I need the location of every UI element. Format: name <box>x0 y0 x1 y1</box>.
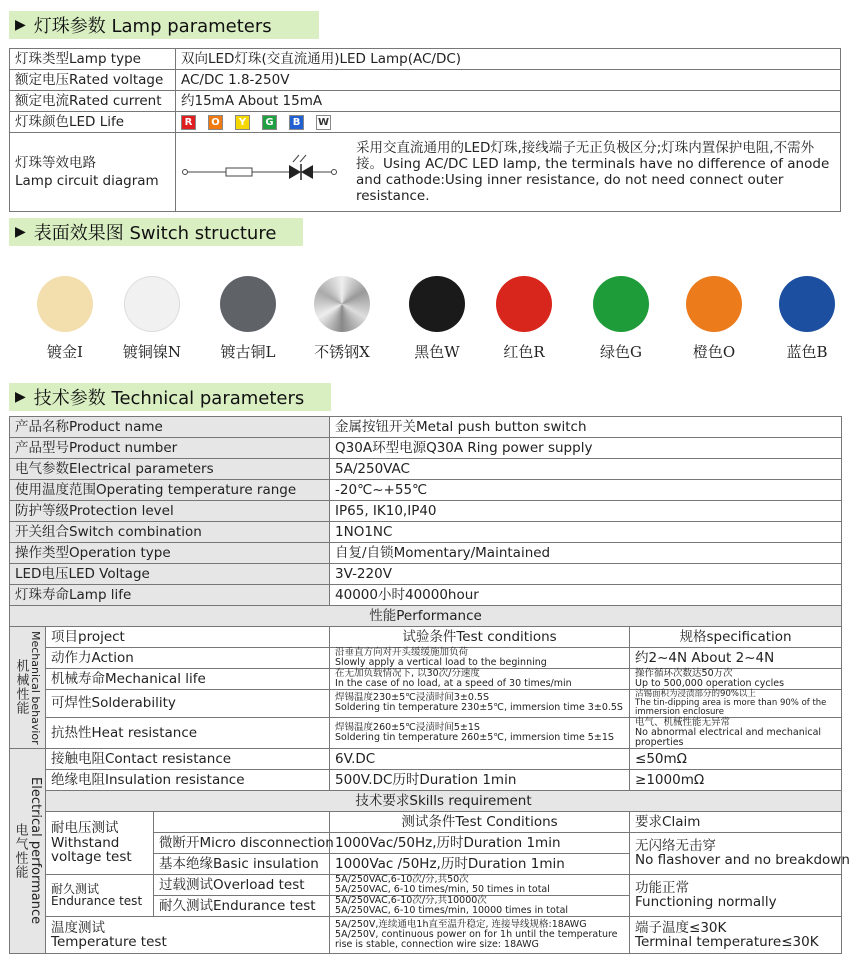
skills-title: 技术要求Skills requirement <box>46 790 842 811</box>
tech-value: 自复/自锁Momentary/Maintained <box>330 543 842 564</box>
mech-spec <box>630 690 842 718</box>
endurance-label-en: Endurance test <box>51 894 143 909</box>
finish-circle-bronze <box>220 276 276 332</box>
finish-label: 不锈钢X <box>314 343 370 361</box>
triangle-right-icon: ▶ <box>15 389 26 405</box>
led-circuit-icon <box>181 150 341 190</box>
finish-label: 蓝色B <box>786 343 828 361</box>
withstand-claim-cn: 无闪络无击穿 <box>635 838 717 854</box>
perf-head-spec: 规格specification <box>630 627 842 648</box>
elec-item: 绝缘电阻Insulation resistance <box>46 769 330 790</box>
mechanical-group-label <box>10 627 46 749</box>
mech-item: 动作力Action <box>46 648 330 669</box>
rated-voltage-value: AC/DC 1.8-250V <box>176 70 841 91</box>
finish-circle-gold <box>37 276 93 332</box>
color-swatch-o: O <box>208 115 223 130</box>
elec-cond: 6V.DC <box>330 748 630 769</box>
endurance-claim-cn: 功能正常 <box>635 880 690 896</box>
tech-label: 开关组合Switch combination <box>10 522 330 543</box>
finish-label: 镀铜镍N <box>122 343 182 361</box>
tech-value: 40000小时40000hour <box>330 585 842 606</box>
finish-label: 镀古铜L <box>220 343 276 361</box>
tech-value: 5A/250VAC <box>330 459 842 480</box>
tech-label: LED电压LED Voltage <box>10 564 330 585</box>
circuit-note: 采用交直流通用的LED灯珠,接线端子无正负极区分;灯珠内置保护电阻,不需外接。Using AC/DC LED lamp, the terminals have no difference of anode and cathode:Using inner resistance, do not need connect outer resistance. <box>346 133 841 212</box>
mech-spec: 约2~4N About 2~4N <box>630 648 842 669</box>
withstand-cond: 1000Vac/50Hz,历时Duration 1min <box>330 832 630 853</box>
tech-table <box>9 416 850 954</box>
elec-item: 接触电阻Contact resistance <box>46 748 330 769</box>
withstand-label-en1: Withstand <box>51 834 120 851</box>
mech-cond-cn: 沿垂直方向对开头缓缓施加负荷 <box>335 647 469 659</box>
elec-cond: 500V.DC历时Duration 1min <box>330 769 630 790</box>
electrical-label-en: Electrical performance <box>28 777 44 925</box>
mechanical-label-cn: 机械性能 <box>13 659 29 716</box>
lamp-table <box>9 48 841 212</box>
mech-item: 抗热性Heat resistance <box>46 717 330 748</box>
endurance-cond <box>330 874 630 895</box>
mech-cond-cn: 焊锡温度260±5℃浸渍时间5±1S <box>335 721 480 733</box>
temp-label-cn: 温度测试 <box>51 919 105 936</box>
mech-item: 可焊性Solderability <box>46 690 330 718</box>
led-color-label: 灯珠颜色LED Life <box>10 112 176 133</box>
finish-label: 黑色W <box>414 343 460 361</box>
rated-voltage-label: 额定电压Rated voltage <box>10 70 176 91</box>
switch-section-title <box>9 218 303 246</box>
elec-spec: ≤50mΩ <box>630 748 842 769</box>
temp-cond-cn: 5A/250V,连续通电1h直至温升稳定, 连接导线规格:18AWG <box>335 918 587 930</box>
withstand-sub: 微断开Micro disconnection <box>154 832 330 853</box>
finish-circle-red <box>496 276 552 332</box>
finish-circle-green <box>593 276 649 332</box>
triangle-right-icon: ▶ <box>15 17 26 33</box>
tech-value: IP65, IK10,IP40 <box>330 501 842 522</box>
mech-spec-cn: 操作循环次数达50万次 <box>635 668 733 680</box>
temp-claim-cn: 端子温度≤30K <box>635 919 727 936</box>
finish-circle-orange <box>686 276 742 332</box>
mechanical-label-en: Mechanical behavior <box>29 630 43 745</box>
lamp-section-title-text: 灯珠参数 Lamp parameters <box>33 16 272 37</box>
mech-cond-en: Soldering tin temperature 260±5℃, immersion time 5±1S <box>335 731 614 743</box>
mech-cond-en: Soldering tin temperature 230±5℃, immersion time 3±0.5S <box>335 702 623 714</box>
tech-value: -20℃~+55℃ <box>330 480 842 501</box>
lamp-section-title <box>9 11 319 39</box>
temp-label-en: Temperature test <box>51 933 167 950</box>
finish-label: 橙色O <box>692 343 736 361</box>
withstand-cond: 1000Vac /50Hz,历时Duration 1min <box>330 853 630 874</box>
endurance-sub: 耐久测试Endurance test <box>154 895 330 916</box>
temp-claim-en: Terminal temperature≤30K <box>635 933 819 950</box>
mech-spec-cn: 沾锡面积为浸渍部分的90%以上 <box>635 689 756 699</box>
color-swatch-w: W <box>317 116 330 128</box>
endurance-cond-cn: 5A/250VAC,6-10次/分,共50次 <box>335 873 469 885</box>
tech-label: 使用温度范围Operating temperature range <box>10 480 330 501</box>
electrical-label-cn: 电气性能 <box>12 822 28 879</box>
withstand-label-en2: voltage test <box>51 848 132 865</box>
endurance-cond <box>330 895 630 916</box>
skills-head-claim: 要求Claim <box>630 811 842 832</box>
mech-cond-en: In the case of no load, at a speed of 30 times/min <box>335 678 572 689</box>
tech-section-title-text: 技术参数 Technical parameters <box>33 388 305 409</box>
switch-section-title-text: 表面效果图 Switch structure <box>33 223 277 244</box>
rated-current-label: 额定电流Rated current <box>10 91 176 112</box>
finish-label: 镀金I <box>47 343 83 361</box>
tech-label: 防护等级Protection level <box>10 501 330 522</box>
mech-spec <box>630 717 842 748</box>
temp-claim <box>630 916 842 953</box>
withstand-claim <box>630 832 850 874</box>
finish-circle-nickel <box>124 276 180 332</box>
skills-head-blank <box>154 811 330 832</box>
tech-label: 灯珠寿命Lamp life <box>10 585 330 606</box>
finish-circle-steel <box>314 276 370 332</box>
circuit-diagram <box>176 133 347 212</box>
mech-spec-en: Up to 500,000 operation cycles <box>635 678 785 689</box>
finish-label: 绿色G <box>600 343 642 361</box>
mech-spec-en: The tin-dipping area is more than 90% of the immersion enclosure <box>635 697 827 717</box>
temp-cond-en: 5A/250V, continuous power on for 1h until the temperature rise is stable, connection wire size: 18AWG <box>335 928 618 950</box>
endurance-label-cn: 耐久测试 <box>51 881 100 896</box>
triangle-right-icon: ▶ <box>15 224 26 240</box>
color-swatch-r: R <box>181 115 196 130</box>
tech-label: 电气参数Electrical parameters <box>10 459 330 480</box>
temp-label <box>46 916 330 953</box>
tech-value: Q30A环型电源Q30A Ring power supply <box>330 438 842 459</box>
withstand-label-cn: 耐电压测试 <box>51 820 119 837</box>
tech-label: 操作类型Operation type <box>10 543 330 564</box>
mech-cond <box>330 648 630 669</box>
perf-head-item: 项目project <box>46 627 330 648</box>
circuit-label-cn: 灯珠等效电路 <box>15 154 96 171</box>
endurance-claim-en: Functioning normally <box>635 894 777 911</box>
performance-title: 性能Performance <box>10 606 842 627</box>
tech-section-title <box>9 383 331 411</box>
mech-cond-cn: 在无加负载情况下, 以30次/分速度 <box>335 668 480 680</box>
color-swatch-b: B <box>289 115 304 130</box>
tech-label: 产品名称Product name <box>10 417 330 438</box>
tech-label: 产品型号Product number <box>10 438 330 459</box>
endurance-cond-en: 5A/250VAC, 6-10 times/min, 10000 times in total <box>335 904 569 916</box>
led-color-swatches <box>176 112 841 133</box>
finish-circle-blue <box>779 276 835 332</box>
tech-value: 金属按钮开关Metal push button switch <box>330 417 842 438</box>
mech-cond-cn: 焊锡温度230±5℃浸渍时间3±0.5S <box>335 692 489 704</box>
withstand-sub: 基本绝缘Basic insulation <box>154 853 330 874</box>
finish-circle-black <box>409 276 465 332</box>
color-swatch-y: Y <box>235 115 250 130</box>
mech-spec-en: No abnormal electrical and mechanical properties <box>635 726 822 748</box>
circuit-label-en: Lamp circuit diagram <box>15 173 159 189</box>
endurance-label <box>46 874 154 916</box>
finish-label: 红色R <box>503 343 545 361</box>
mech-cond <box>330 717 630 748</box>
tech-value: 1NO1NC <box>330 522 842 543</box>
lamp-type-value: 双向LED灯珠(交直流通用)LED Lamp(AC/DC) <box>176 49 841 70</box>
color-swatch-g: G <box>262 115 277 130</box>
temp-cond <box>330 916 630 953</box>
withstand-claim-en: No flashover and no breakdown <box>635 852 850 869</box>
endurance-claim <box>630 874 842 916</box>
circuit-label <box>10 133 176 212</box>
withstand-label <box>46 811 154 874</box>
endurance-sub: 过载测试Overload test <box>154 874 330 895</box>
finish-swatches <box>0 276 851 366</box>
mech-cond <box>330 669 630 690</box>
mech-item: 机械寿命Mechanical life <box>46 669 330 690</box>
lamp-type-label: 灯珠类型Lamp type <box>10 49 176 70</box>
tech-value: 3V-220V <box>330 564 842 585</box>
elec-spec: ≥1000mΩ <box>630 769 842 790</box>
mech-cond <box>330 690 630 718</box>
endurance-cond-cn: 5A/250VAC,6-10次/分,共10000次 <box>335 894 487 906</box>
mech-cond-en: Slowly apply a vertical load to the beginning <box>335 657 547 668</box>
mech-spec <box>630 669 842 690</box>
perf-head-cond: 试验条件Test conditions <box>330 627 630 648</box>
electrical-group-label <box>10 748 46 953</box>
rated-current-value: 约15mA About 15mA <box>176 91 841 112</box>
skills-head-cond: 测试条件Test Conditions <box>330 811 630 832</box>
endurance-cond-en: 5A/250VAC, 6-10 times/min, 50 times in total <box>335 883 550 895</box>
mech-spec-cn: 电气、机械性能无异常 <box>635 716 731 728</box>
